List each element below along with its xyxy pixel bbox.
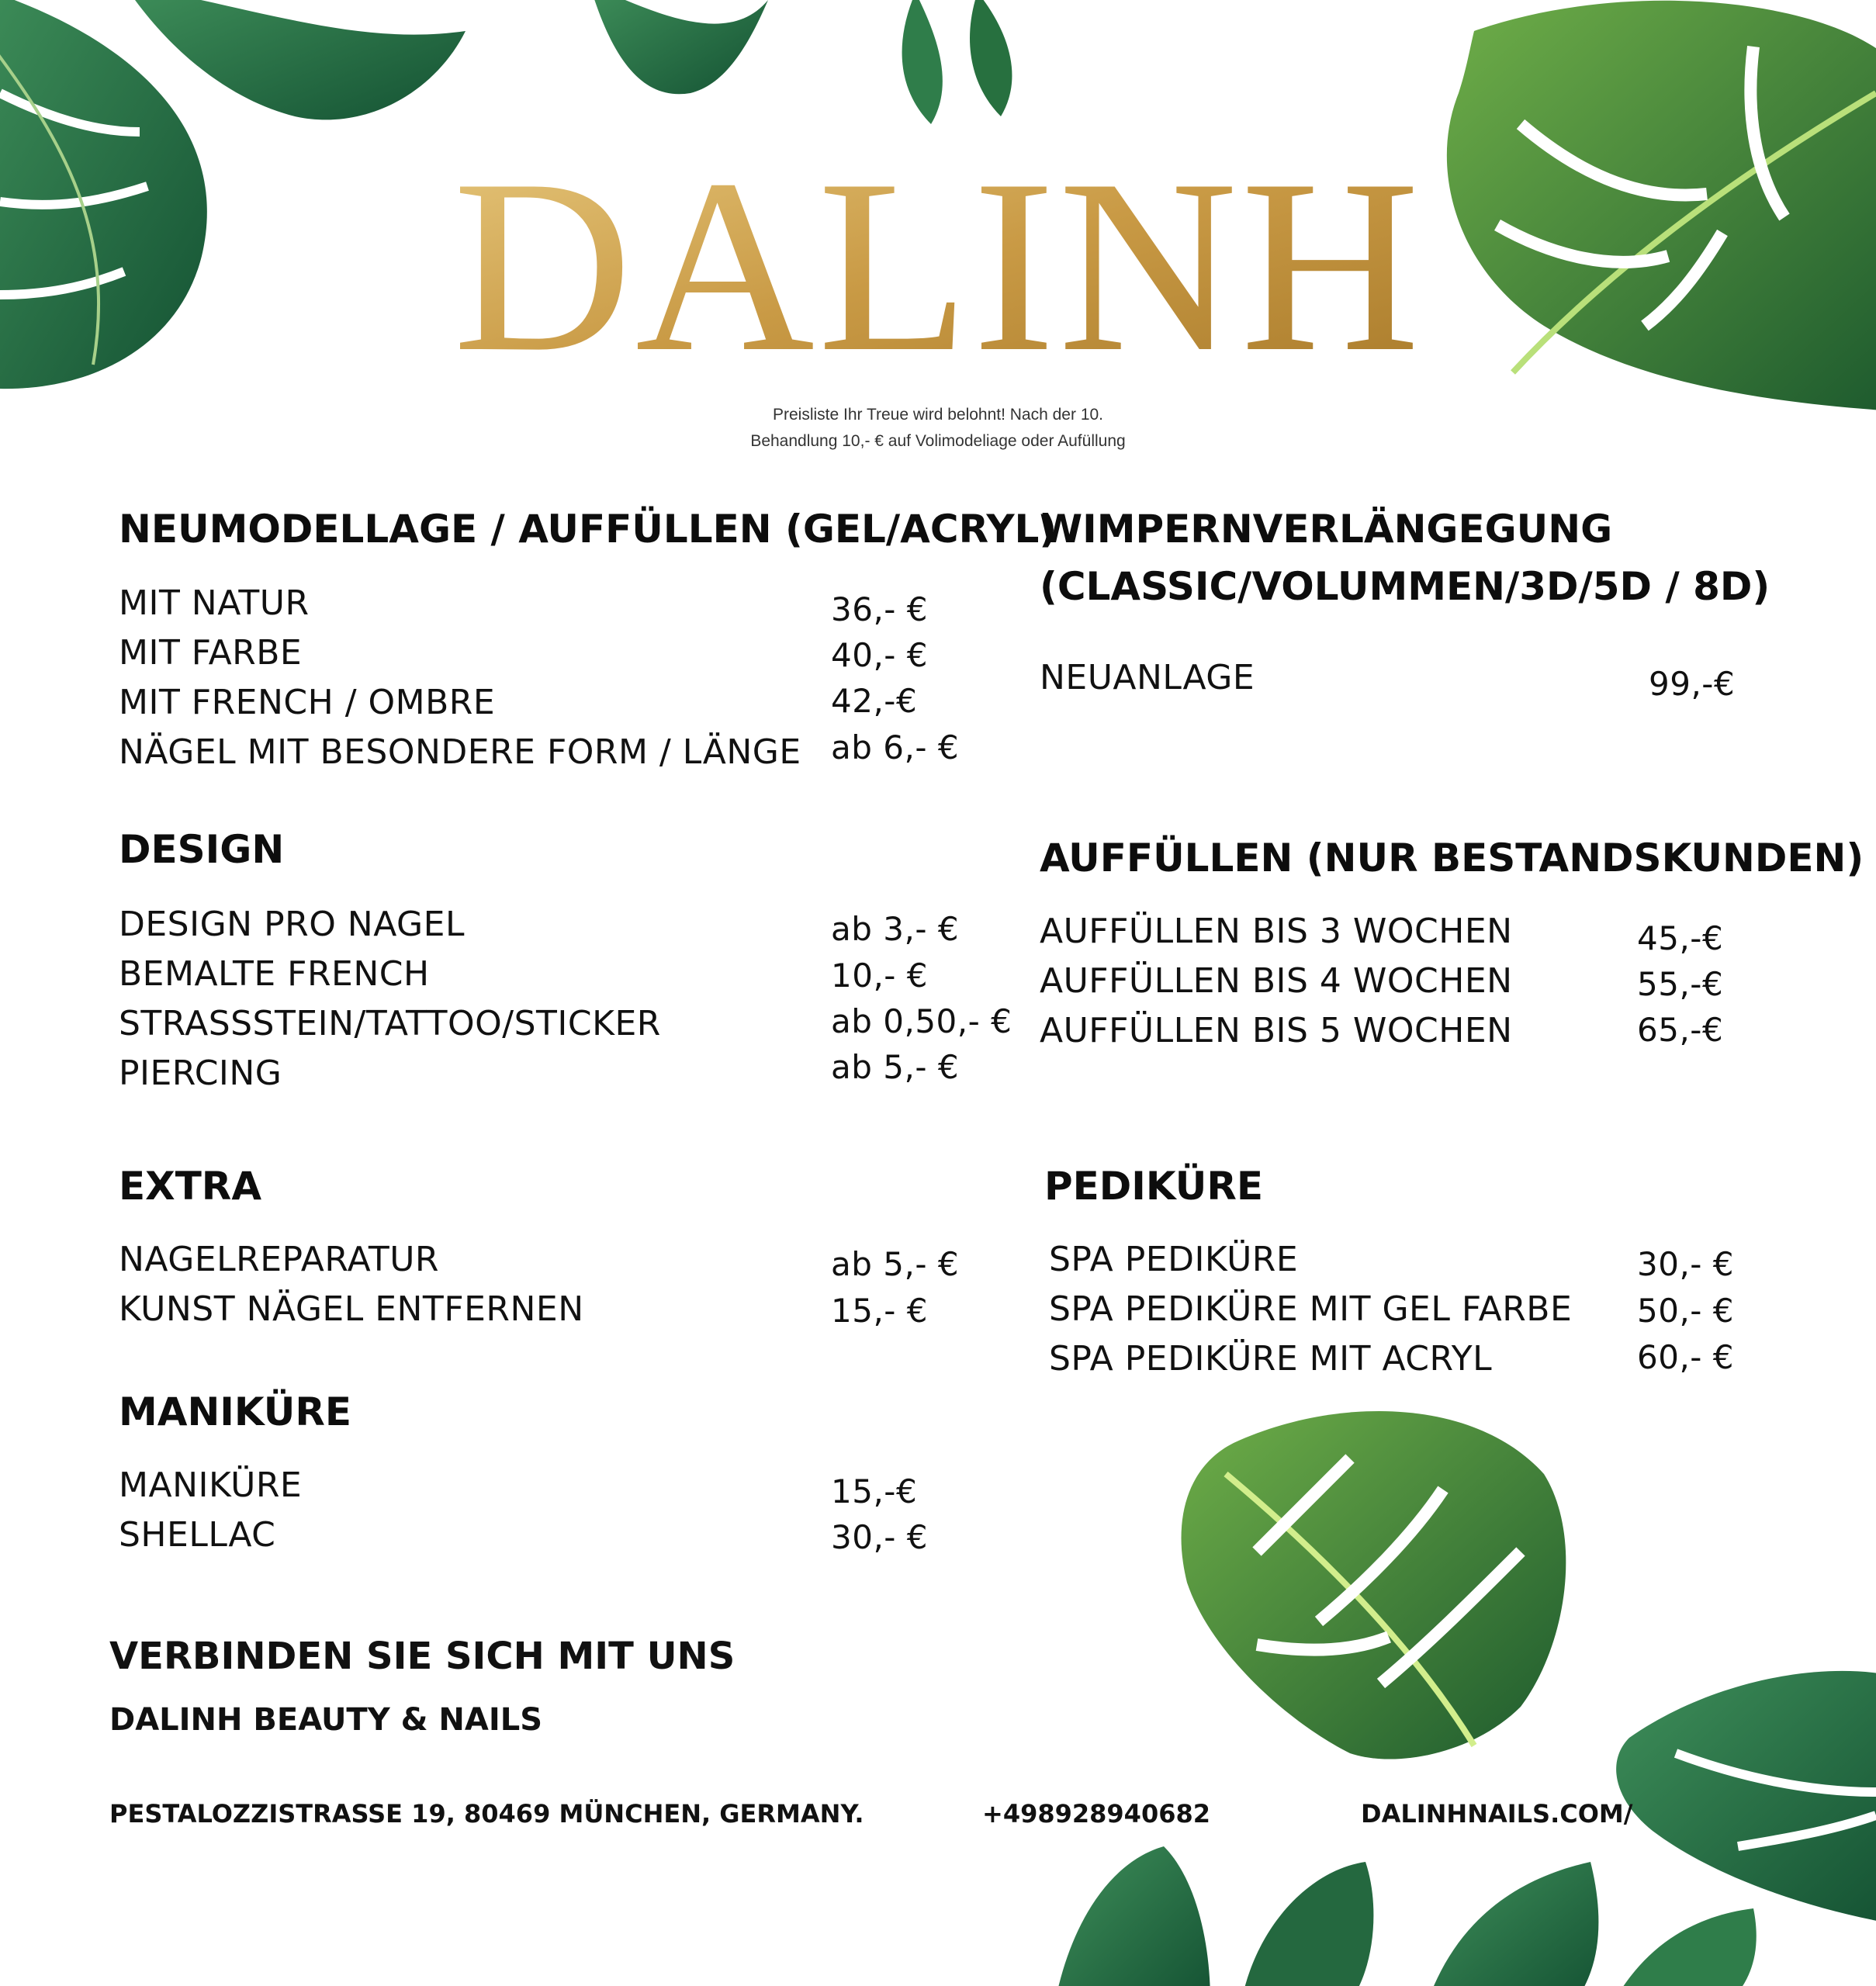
item-price: 99,-€ xyxy=(1649,665,1736,703)
item-price: ab 5,- € xyxy=(831,1245,960,1283)
leaf-bottom-center-icon xyxy=(1055,1846,1757,1986)
footer-heading: VERBINDEN SIE SICH MIT UNS xyxy=(109,1635,736,1678)
tagline-line-1: Preisliste Ihr Treue wird belohnt! Nach der 10. xyxy=(772,406,1104,424)
item-price: 45,-€ xyxy=(1637,919,1724,957)
item-name: BEMALTE FRENCH xyxy=(119,954,430,994)
item-price: 36,- € xyxy=(831,590,929,628)
item-name: MANIKÜRE xyxy=(119,1465,303,1505)
item-price: 15,- € xyxy=(831,1292,929,1330)
item-price: ab 5,- € xyxy=(831,1048,960,1086)
item-name: NÄGEL MIT BESONDERE FORM / LÄNGE xyxy=(119,732,801,772)
item-price: 30,- € xyxy=(1637,1245,1735,1283)
item-price: 42,-€ xyxy=(831,682,918,720)
item-price: ab 3,- € xyxy=(831,910,960,948)
item-name: DESIGN PRO NAGEL xyxy=(119,905,465,944)
item-name: STRASSSTEIN/TATTOO/STICKER xyxy=(119,1004,661,1043)
brand-logo-text: DALINH xyxy=(452,129,1424,403)
leaf-top-center-icon xyxy=(590,0,1012,124)
section-title-extra: EXTRA xyxy=(119,1164,262,1209)
item-name: NAGELREPARATUR xyxy=(119,1240,439,1279)
tagline xyxy=(0,402,1876,455)
section-title-auffuellen: AUFFÜLLEN (NUR BESTANDSKUNDEN) xyxy=(1040,836,1864,881)
item-name: NEUANLAGE xyxy=(1040,658,1255,697)
section-title-manikuere: MANIKÜRE xyxy=(119,1389,352,1434)
section-title-pedikuere: PEDIKÜRE xyxy=(1044,1164,1264,1209)
section-title-wimpern xyxy=(1040,500,1770,615)
item-price: 40,- € xyxy=(831,636,929,674)
item-price: 10,- € xyxy=(831,957,929,995)
leaf-center-right-icon xyxy=(1182,1411,1566,1759)
item-name: AUFFÜLLEN BIS 5 WOCHEN xyxy=(1040,1011,1513,1050)
item-price: ab 6,- € xyxy=(831,728,960,766)
brand-logo-wordmark xyxy=(452,116,1424,403)
section-title-design: DESIGN xyxy=(119,827,285,872)
item-price: 55,-€ xyxy=(1637,965,1724,1003)
item-name: KUNST NÄGEL ENTFERNEN xyxy=(119,1289,584,1329)
leaf-top-left-2-icon xyxy=(124,0,466,119)
item-price: 60,- € xyxy=(1637,1338,1735,1376)
footer-address: PESTALOZZISTRASSE 19, 80469 MÜNCHEN, GERMANY. xyxy=(109,1799,864,1829)
item-name: SPA PEDIKÜRE MIT ACRYL xyxy=(1049,1339,1493,1379)
footer-subheading: DALINH BEAUTY & NAILS xyxy=(109,1702,543,1738)
section-title-wimpern-line-2: (CLASSIC/VOLUMMEN/3D/5D / 8D) xyxy=(1040,564,1770,609)
tagline-line-2: Behandlung 10,- € auf Volimodeliage oder Aufüllung xyxy=(750,432,1126,450)
item-price: 30,- € xyxy=(831,1518,929,1556)
item-price: ab 0,50,- € xyxy=(831,1002,1012,1040)
item-price: 50,- € xyxy=(1637,1292,1735,1330)
item-name: AUFFÜLLEN BIS 3 WOCHEN xyxy=(1040,912,1513,951)
item-name: PIERCING xyxy=(119,1054,282,1093)
section-title-wimpern-line-1: WIMPERNVERLÄNGEGUNG xyxy=(1040,507,1613,552)
brand-logo xyxy=(0,116,1876,438)
item-name: MIT FRENCH / OMBRE xyxy=(119,683,496,722)
item-name: SPA PEDIKÜRE xyxy=(1049,1240,1299,1279)
leaf-bottom-right-icon xyxy=(1616,1671,1876,1924)
footer-phone[interactable]: +498928940682 xyxy=(982,1799,1210,1829)
item-name: SHELLAC xyxy=(119,1515,276,1555)
item-name: AUFFÜLLEN BIS 4 WOCHEN xyxy=(1040,961,1513,1001)
item-price: 65,-€ xyxy=(1637,1011,1724,1049)
item-name: MIT NATUR xyxy=(119,583,310,623)
item-name: MIT FARBE xyxy=(119,633,303,673)
footer-website-link[interactable]: DALINHNAILS.COM/ xyxy=(1361,1799,1633,1829)
item-name: SPA PEDIKÜRE MIT GEL FARBE xyxy=(1049,1289,1573,1329)
item-price: 15,-€ xyxy=(831,1472,918,1510)
section-title-neumodellage: NEUMODELLAGE / AUFFÜLLEN (GEL/ACRYL) xyxy=(119,507,1057,552)
